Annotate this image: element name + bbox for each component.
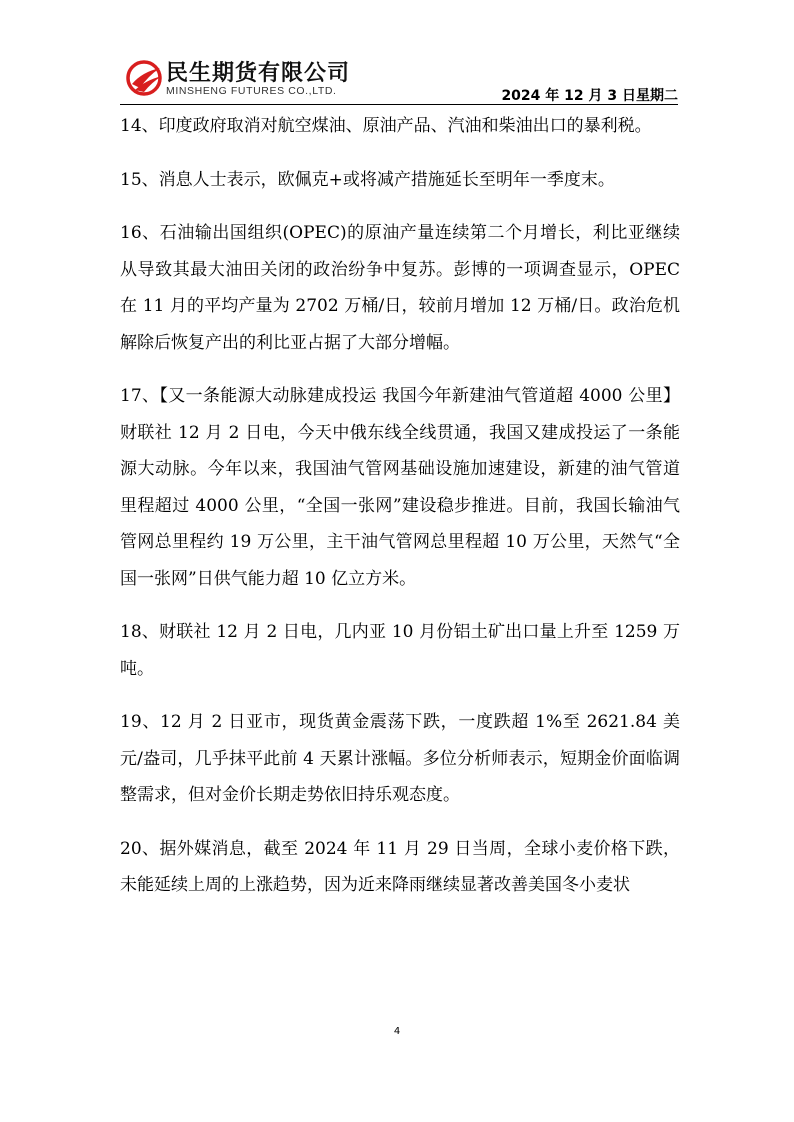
news-item-15: 15、消息人士表示，欧佩克+或将减产措施延长至明年一季度末。: [120, 169, 615, 190]
news-item-20: 20、据外媒消息，截至 2024 年 11 月 29 日当周，全球小麦价格下跌，未能延续上周的上涨趋势，因为近来降雨继续显著改善美国冬小麦状: [120, 838, 680, 895]
header-divider: [120, 104, 678, 105]
page-header: [120, 56, 678, 104]
news-item-19: 19、12 月 2 日亚市，现货黄金震荡下跌，一度跌超 1%至 2621.84 美元/盎司，几乎抹平此前 4 天累计涨幅。多位分析师表示，短期金价面临调整需求，但对金价长期走势依旧持乐观态度。: [120, 712, 680, 805]
news-item-17: 17、【又一条能源大动脉建成投运 我国今年新建油气管道超 4000 公里】财联社 12 月 2 日电，今天中俄东线全线贯通，我国又建成投运了一条能源大动脉。今年以来，我国油气管网基础设施加速建设，新建的油气管道里程超过 4000 公里，“全国一张网”建设稳步推进。目前，我国长输油气管网总里程约 19 万公里，主干油气管网总里程超 10 万公里，天然气“全国一张网”日供气能力超 10 亿立方米。: [120, 386, 680, 589]
news-item-14: 14、印度政府取消对航空煤油、原油产品、汽油和柴油出口的暴利税。: [120, 116, 652, 136]
news-item-16: 16、石油输出国组织(OPEC)的原油产量连续第二个月增长，利比亚继续从导致其最大油田关闭的政治纷争中复苏。彭博的一项调查显示，OPEC 在 11 月的平均产量为 2702 万桶/日，较前月增加 12 万桶/日。政治危机解除后恢复产出的利比亚占据了大部分增幅。: [120, 223, 680, 353]
minsheng-logo-icon: [126, 60, 164, 96]
company-name-cn: 民生期货有限公司: [166, 61, 351, 86]
company-logo: [126, 56, 366, 100]
news-item-18: 18、财联社 12 月 2 日电，几内亚 10 月份铝土矿出口量上升至 1259 万吨。: [120, 622, 680, 679]
page-number: 4: [393, 1026, 401, 1037]
news-list: [120, 108, 680, 921]
company-name-en: MINSHENG FUTURES CO.,LTD.: [166, 85, 337, 97]
report-date: 2024 年 12 月 3 日星期二: [501, 88, 678, 104]
